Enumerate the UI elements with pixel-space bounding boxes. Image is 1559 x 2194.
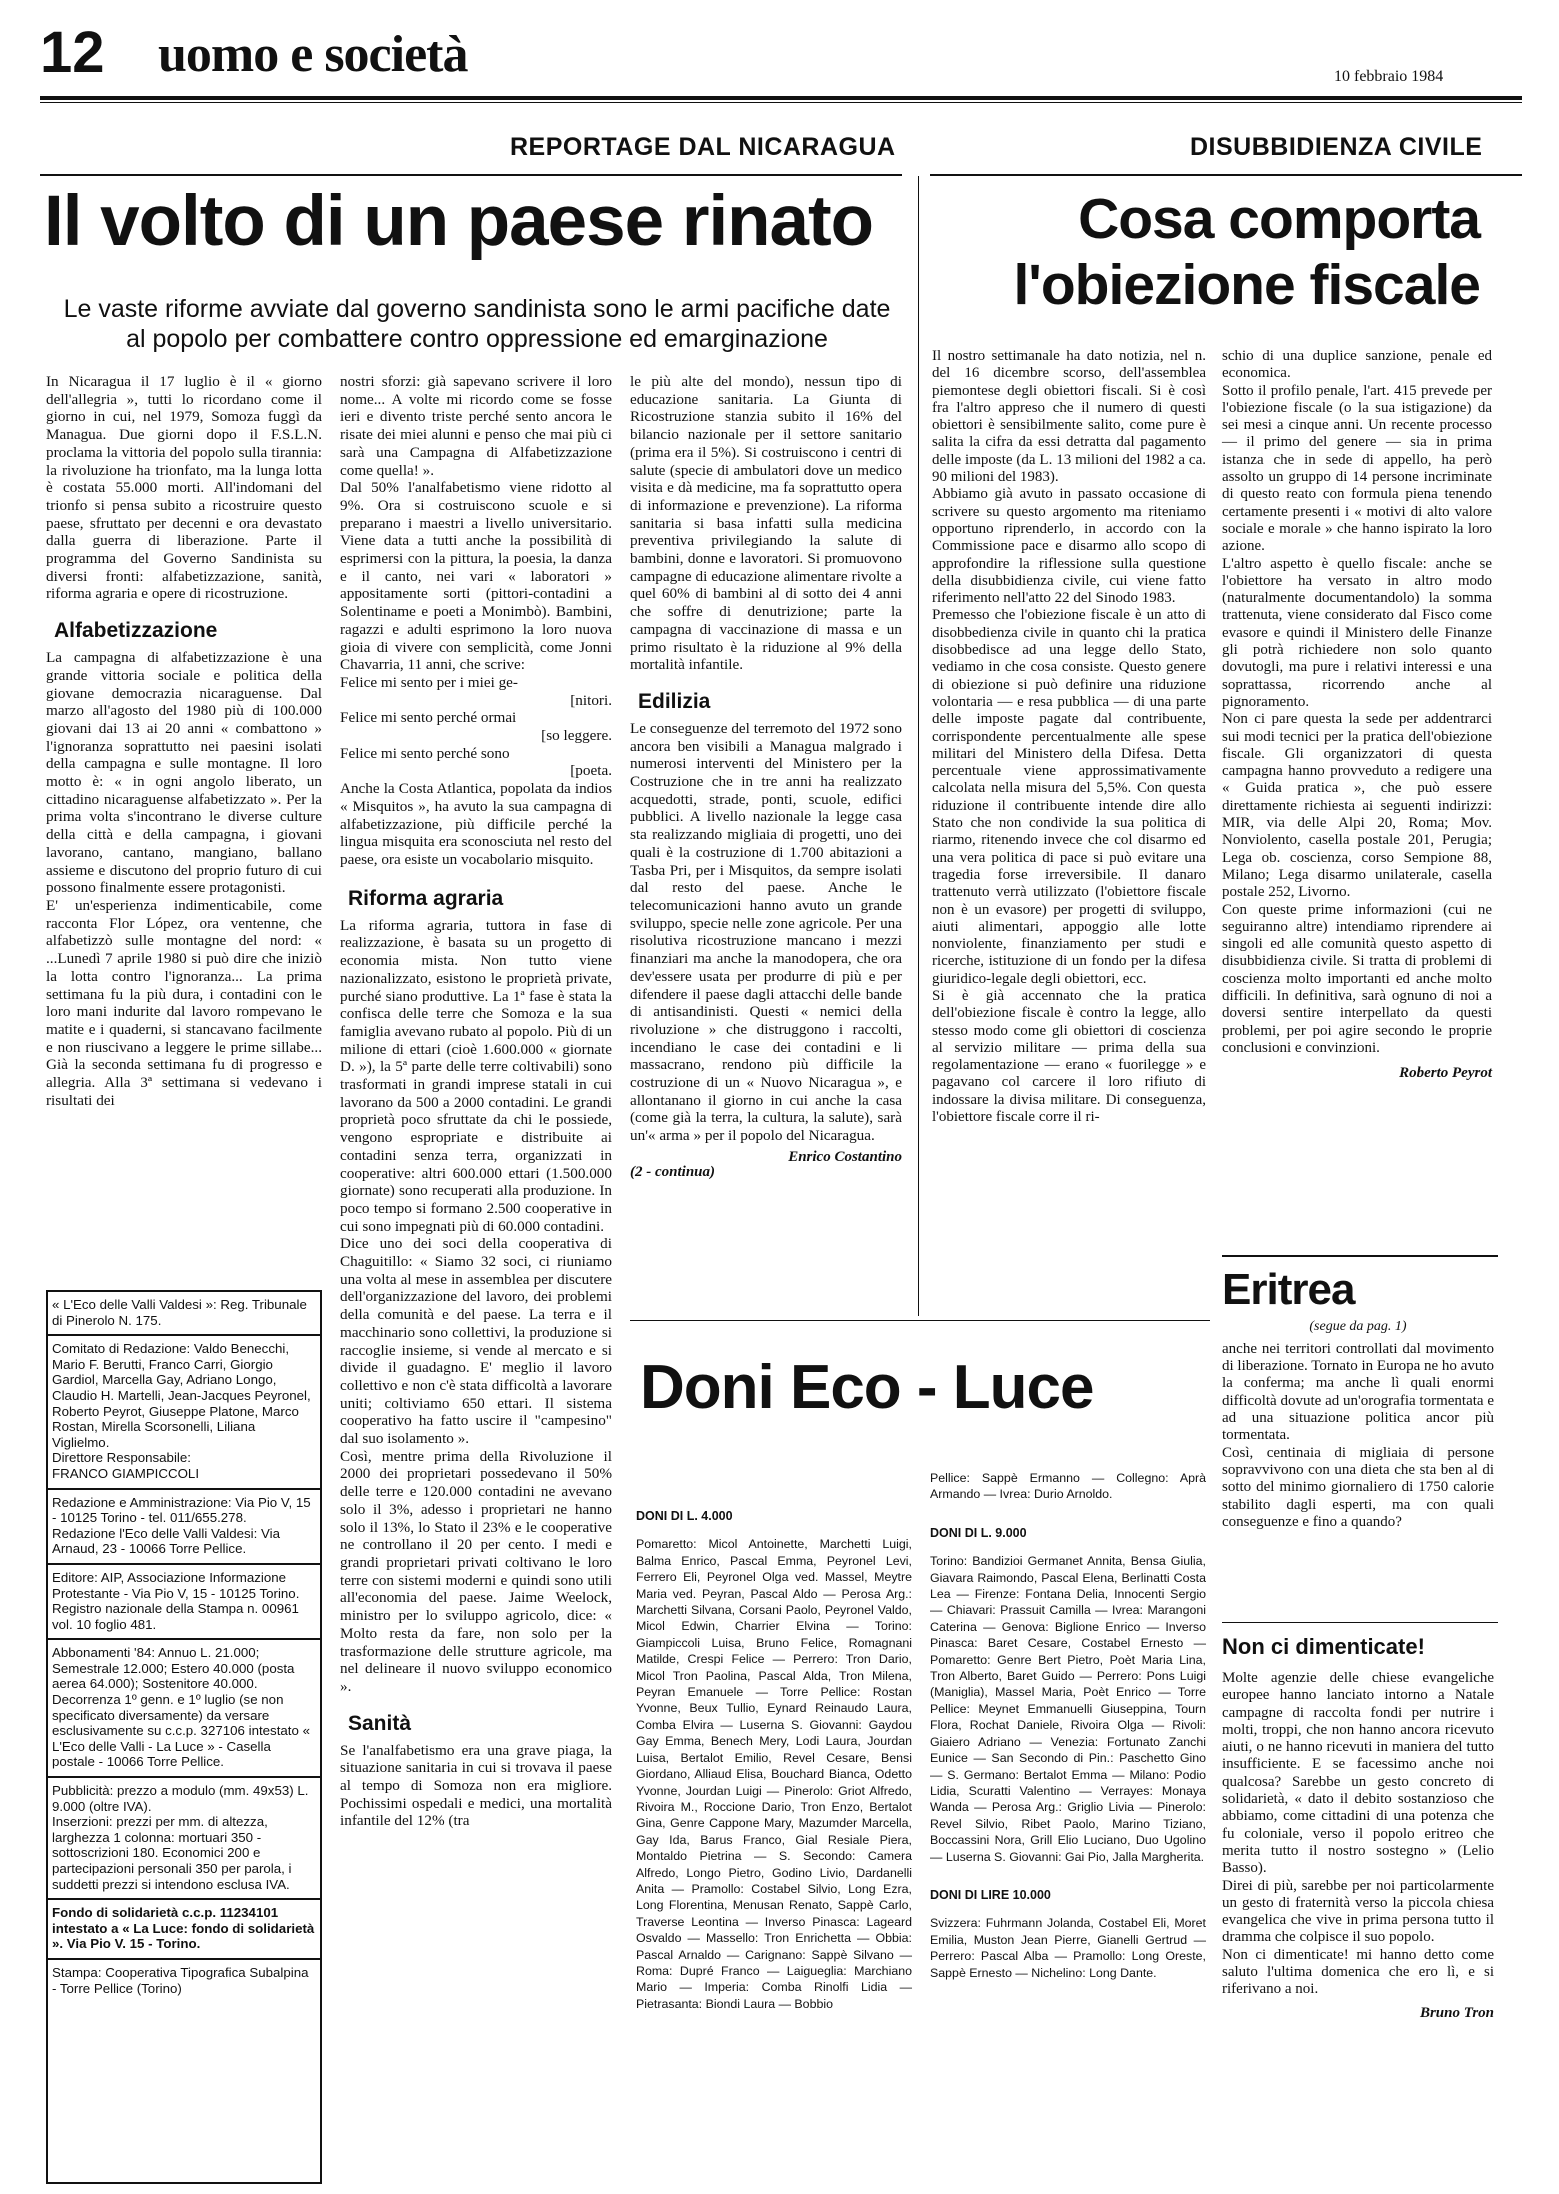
header-rule-thin: [40, 102, 1522, 103]
doni-list: Torino: Bandizioi Germanet Annita, Bensa Giulia, Giavara Raimondo, Pascal Elena, Berlinatti Costa Lea — Firenze: Fontana Delia, Innocenti Sergio — Chiavari: Prassuit Camilla — Ivrea: Marangoni Caterina — Genova: Biglione Enrico — Inverso Pinasca: Baret Cesare, Costabel Ernesto — Pomaretto: Genre Bert Pietro, Poèt Maria Lina, Tron Alberto, Baret Guido — Perrero: Pons Luigi (Maniglia), Massel Maria, Poèt Enrico — Torre Pellice: Meynet Emmanuelli Giuseppina, Tourn Flora, Rochat Daniele, Rivoira Olga — Rivoli: Giaiero Adriano — Venezia: Fortunato Zanchi Eunice — San Secondo di Pin.: Paschetto Gino — S. Germano: Bertalot Emma — Milano: Podio Lidia, Scuratti Valentino — Verrayes: Monaya Wanda — Perosa Arg.: Griglio Livia — Pinerolo: Revel Silvio, Ribet Paolo, Marino Tiziano, Boccassini Nora, Grill Elio Luciano, Duo Ugolino — Luserna S. Giovanni: Gai Pio, Jalla Margherita.: [930, 1554, 1206, 1864]
poem: [340, 674, 612, 780]
colophon-registration: « L'Eco delle Valli Valdesi »: Reg. Tribunale di Pinerolo N. 175.: [48, 1292, 320, 1336]
doni-heading-9000: DONI DI L. 9.000: [930, 1525, 1027, 1540]
article-title: Il volto di un paese rinato: [44, 182, 874, 261]
author-signature: Enrico Costantino: [788, 1148, 902, 1165]
poem-line: Felice mi sento perché sono: [340, 744, 510, 762]
poem-line: Felice mi sento per i miei ge-: [340, 673, 518, 691]
continua-note: (2 - continua): [630, 1163, 716, 1180]
article-column-1: [46, 373, 322, 1109]
kicker-rule: [40, 174, 902, 176]
dimenticate-section: [1222, 1634, 1494, 2022]
article-deck: Le vaste riforme avviate dal governo sandinista sono le armi pacifiche date al popolo per combattere contro oppressione ed emarginazione: [63, 295, 891, 353]
paragraph: schio di una duplice sanzione, penale ed economica. Sotto il profilo penale, l'art. 415 prevede per l'obiezione fiscale (o la sua istigazione) da sei mesi a cinque anni. Un recente processo — il primo del genere — sia in prima istanza che in sede di appello, ha però assolto un gruppo di 14 persone incriminate di questo reato con formula piena tenendo certamente presenti i « motivi di alto valore sociale e morale » che hanno ispirato la loro azione. L'altro aspetto è quello fiscale: anche se l'obiettore ha versato in altro modo (naturalmente documentandolo) la somma trattenuta, viene considerato dal Fisco come evasore e quindi il Ministero delle Finanze gli potrà richiedere non solo quanto dovutogli, ma pure i relativi interessi e una soprattassa, ricorrendo anche al pignoramento. Non ci pare questa la sede per addentrarci sui modi tecnici per la pratica dell'obiezione fiscale. Gli organizzatori di questa campagna hanno provveduto a redigere una « Guida pratica », che può essere direttamente richiesta ai seguenti indirizzi: MIR, via delle Alpi 20, Roma; Mov. Nonviolento, casella postale 201, Perugia; Lega ob. coscienza, corso Sempione 88, Milano; Lega disarmo unilaterale, casella postale 252, Livorno. Con queste prime informazioni (cui ne seguiranno altre) intendiamo riprendere ai singoli ed alle comunità questo aspetto di disubbidienza civile. Si tratta di problemi di coscienza molto importanti ed anche molto difficili. In definitiva, sarà ognuno di noi a doversi sentire interpellato da questi problemi, per poi agire secondo le proprie conclusioni e convinzioni.: [1222, 348, 1492, 1056]
poem-line: [poeta.: [570, 762, 612, 780]
paragraph: Se l'analfabetismo era una grave piaga, la situazione sanitaria in cui si trovava il paese al tempo di Somoza non era migliore. Pochissimi ospedali e medici, una mortalità infantile del 12% (tra: [340, 1741, 612, 1830]
right-kicker: DISUBBIDIENZA CIVILE: [1190, 133, 1483, 161]
author-signature: Roberto Peyrot: [1399, 1065, 1492, 1082]
subheading-sanita: Sanità: [348, 1711, 412, 1735]
subheading-alfabetizzazione: Alfabetizzazione: [54, 619, 218, 643]
article-column-2: [340, 373, 612, 1830]
colophon-box: [46, 1290, 322, 2184]
paragraph: In Nicaragua il 17 luglio è il « giorno dell'allegria », tutti lo ricordano come il giorno in cui, nel 1979, Somoza fuggì da Managua. Due giorni dopo il F.S.L.N. proclama la vittoria del popolo sulla tirannia: la rivoluzione ha trionfato, ma la lunga lotta è costata 55.000 morti. All'indomani del trionfo si pensa subito a ricostruire questo paese, sfruttato per decenni e ora devastato dalla guerra di liberazione. Parte il programma del Governo Sandinista su diversi fronti: alfabetizzazione, sanità, riforma agraria e opere di ricostruzione.: [46, 373, 322, 603]
author-signature: Bruno Tron: [1419, 2004, 1494, 2021]
subheading-edilizia: Edilizia: [638, 689, 711, 713]
doni-list: Pellice: Sappè Ermanno — Collegno: Aprà Armando — Ivrea: Durio Arnoldo.: [930, 1471, 1206, 1502]
article-kicker: REPORTAGE DAL NICARAGUA: [510, 133, 896, 161]
eritrea-title: Eritrea: [1222, 1265, 1355, 1314]
doni-column-1: [636, 1508, 912, 2012]
colophon-printer: Stampa: Cooperativa Tipografica Subalpina - Torre Pellice (Torino): [52, 1964, 309, 1996]
doni-top-rule: [630, 1320, 1210, 1321]
paragraph: anche nei territori controllati dal movimento di liberazione. Tornato in Europa ne ho avuto la conferma; ma anche lì quali enormi difficoltà dovute ad un'orografia tormentata e ad una situazione politica ancor più tormentata. Così, centinaia di migliaia di persone sopravvivono con una dieta che sta ben al di sotto del minimo giornaliero di 1750 calorie stabilito dagli esperti, ma con quali conseguenze e fino a quando?: [1222, 1340, 1494, 1530]
poem-line: [so leggere.: [541, 727, 612, 745]
doni-title: Doni Eco - Luce: [640, 1353, 1094, 1422]
doni-list: Pomaretto: Micol Antoinette, Marchetti Luigi, Balma Enrico, Pascal Emma, Peyronel Levi, Ferrero Eli, Peyronel Olga ved. Massel, Meytre Maria ved. Peyran, Pascal Aldo — Perosa Arg.: Marchetti Silvana, Corsani Paolo, Peyronel Valdo, Micol Edwin, Charrier Elvina — Torino: Giampiccoli Luisa, Bruno Felice, Romagnani Matilde, Crespi Felice — Perrero: Tron Dario, Micol Tron Paolina, Pascal Alda, Tron Milena, Peyran Emanuele — Torre Pellice: Rostan Yvonne, Beux Tullio, Eynard Reinaudo Laura, Comba Elvira — Luserna S. Giovanni: Gaydou Gay Emma, Benech Mery, Lodi Laura, Jourdan Luisa, Bertalot Emilio, Revel Cesare, Bensi Giordano, Alliaud Elisa, Bouchard Bianca, Odetto Yvonne, Jourdan Luigi — Pinerolo: Griot Alfredo, Rivoira M., Roccione Dario, Tron Enzo, Bertalot Gina, Genre Cappone Mary, Mazumder Marcella, Gay Ida, Barus Franco, Gial Resiale Piera, Montaldo Pietrina — S. Secondo: Camera Alfredo, Longo Pietro, Godino Livio, Dardanelli Anita — Pramollo: Costabel Silvio, Long Ezra, Long Florentina, Menusan Renato, Sappè Carlo, Traverse Leontina — Inverso Pinasca: Lageard Osvaldo — Massello: Tron Enrichetta — Obbia: Pascal Arnaldo — Carignano: Sappè Silvano — Roma: Dupré Franco — Laigueglia: Marchiano Mario — Imperia: Comba Rinolfi Lidia — Pietrasanta: Biondi Laura — Bobbio: [636, 1537, 912, 2011]
paragraph: nostri sforzi: già sapevano scrivere il loro nome... A volte mi ricordo come se fosse ieri e divento triste perché sento ancora le risate dei miei alunni e penso che mai più ci sarà una Campagna di Alfabetizzazione come quella! ». Dal 50% l'analfabetismo viene ridotto al 9%. Ora si costruiscono scuole e si preparano i maestri a livello universitario. Viene data a tutti anche la possibilità di esprimersi con la pittura, la poesia, la danza e il canto, nei vari « laboratori » appositamente sorti (pittori-contadini a Solentiname e poeti a Monimbò). Bambini, ragazzi e adulti esprimono la loro nuova gioia di vivere con semplicità, come Jonni Chavarria, 11 anni, che scrive:: [340, 373, 612, 674]
colophon-publisher: Editore: AIP, Associazione Informazione Protestante - Via Pio V, 15 - 10125 Torino. Registro nazionale della Stampa n. 00961 vol. 10 foglio 481.: [48, 1565, 320, 1640]
dimenticate-top-rule: [1222, 1622, 1498, 1623]
doni-column-2: [930, 1470, 1206, 1981]
column-separator: [918, 176, 919, 1316]
colophon-office: Redazione e Amministrazione: Via Pio V, 15 - 10125 Torino - tel. 011/655.278. Redazione l'Eco delle Valli Valdesi: Via Arnaud, 23 - 10066 Torre Pellice.: [48, 1490, 320, 1565]
right-title: Cosa comporta l'obiezione fiscale: [1013, 187, 1480, 317]
paragraph: le più alte del mondo), nessun tipo di educazione sanitaria. La Giunta di Ricostruzione stanzia subito il 16% del bilancio nazionale per il settore sanitario (prima era il 5%). Si costruiscono i centri di salute (specie di ambulatori dove un medico visita e dà medicine, ma fa soprattutto opera di informazione e prevenzione). La riforma sanitaria si basa infatti sulla medicina preventiva privilegiando la salute di bambini, donne e lavoratori. Si promuovono campagne di educazione alimentare rivolte a quel 60% di bambini al di sotto dei 4 anni che soffre di denutrizione; parte la campagna di vaccinazione di massa e un primo risultato è la riduzione al 9% della mortalità infantile.: [630, 373, 902, 674]
colophon-solidarity-fund: Fondo di solidarietà c.c.p. 11234101 intestato a « La Luce: fondo di solidarietà ». Via Pio V. 15 - Torino.: [48, 1900, 320, 1960]
right-kicker-rule: [930, 174, 1522, 176]
doni-list: Svizzera: Fuhrmann Jolanda, Costabel Eli, Moret Emilia, Muston Jean Pierre, Gianelli Gertrud — Perrero: Pascal Alba — Pramollo: Long Oreste, Sappè Ernesto — Nichelino: Long Dante.: [930, 1916, 1206, 1980]
right-column-2: [1222, 348, 1492, 1082]
dimenticate-title: Non ci dimenticate!: [1222, 1634, 1425, 1659]
paragraph: Le conseguenze del terremoto del 1972 sono ancora ben visibili a Managua malgrado i numerosi interventi del Ministero per la Costruzione che in tre anni ha realizzato acquedotti, strade, ponti, scuole, edifici pubblici. A livello nazionale la legge casa sta realizzando migliaia di progetti, uno dei quali è la costruzione di 1.700 abitazioni a Tasba Pri, per i Misquitos, da sempre isolati dal resto del paese. Anche le telecomunicazioni hanno avuto un grande sviluppo, specie nelle zone agricole. Per una risolutiva ricostruzione mancano i mezzi finanziari ma anche la manodopera, che ora dev'essere usata per produrre di più e per difendere il paese dagli attacchi delle bande di antisandinisti. Questi « nemici della rivoluzione » che distruggono i raccolti, incendiano le case dei contadini e li massacrano, rendono più difficile la costruzione di un « Nuovo Nicaragua », e allontanano il giorno in cui anche la casa (come già la terra, la cultura, la salute), sarà un'« arma » per il popolo del Nicaragua.: [630, 719, 902, 1145]
page-number: 12: [40, 20, 105, 85]
colophon-editorial-board: Comitato di Redazione: Valdo Benecchi, Mario F. Berutti, Franco Carri, Giorgio Gardiol, Marcella Gay, Adriano Longo, Claudio H. Martelli, Jean-Jacques Peyronel, Roberto Peyrot, Giuseppe Platone, Marco Rostan, Mirella Scorsonelli, Liliana Viglielmo. Direttore Responsabile: FRANCO GIAMPICCOLI: [48, 1336, 320, 1489]
right-column-1: [932, 348, 1206, 1126]
issue-date: 10 febbraio 1984: [1334, 68, 1444, 85]
eritrea-section: [1222, 1265, 1494, 1531]
section-title: uomo e società: [158, 26, 468, 83]
doni-heading-10000: DONI DI LIRE 10.000: [930, 1887, 1051, 1902]
poem-line: [nitori.: [570, 691, 612, 709]
paragraph: Anche la Costa Atlantica, popolata da indios « Misquitos », ha avuto la sua campagna di alfabetizzazione, più difficile perché la lingua misquita era sconosciuta nel resto del paese, ora esiste un vocabolario misquito.: [340, 780, 612, 868]
paragraph: Molte agenzie delle chiese evangeliche europee hanno lanciato intorno a Natale campagne di raccolta fondi per nutrire i molti, troppi, che non hanno ancora ricevuto aiuti, o ne hanno ricevuti in maniera del tutto insufficiente. E se facessimo anche noi qualcosa? Sarebbe un gesto concreto di solidarietà, « dato il debito sostanzioso che abbiamo, come cittadini di una potenza che fu coloniale, verso il popolo eritreo che merita tutto il nostro sostegno » (Lelio Basso). Direi di più, sarebbe per noi particolarmente un gesto di fraternità verso la piccola chiesa evangelica che vive in prima persona tutto il dramma che colpisce il suo popolo. Non ci dimenticate! mi hanno detto come saluto l'ultima domenica che ero lì, e si riferivano a noi.: [1222, 1670, 1494, 1998]
subheading-riforma-agraria: Riforma agraria: [348, 886, 504, 910]
paragraph: La campagna di alfabetizzazione è una grande vittoria sociale e politica della giovane democrazia nicaraguense. Dal marzo all'agosto del 1980 più di 100.000 giovani dai 13 ai 20 anni « combattono » l'ignoranza soprattutto nei paesini isolati della campagna e sulle montagne. Il loro motto è: « in ogni angolo liberato, un cittadino nicaraguense alfabetizzato ». Per la prima volta s'incontrano le diverse culture della città e della campagna, i giovani lavorano, cantano, mangiano, ballano assieme e discutono del proprio futuro di cui possono finalmente essere protagonisti. E' un'esperienza indimenticabile, come racconta Flor López, ora ventenne, che alfabetizzò sulle montagne del nord: « ...Lunedì 7 aprile 1980 si può dire che iniziò la lotta contro l'ignoranza... La prima settimana fu la più dura, i contadini con le loro mani indurite dal lavoro rompevano le matite e i quaderni, si stancavano facilmente e non riuscivano a leggere le prime sillabe... Già la seconda settimana fu di progresso e allegria. Alla 3ª settimana si vedevano i risultati dei: [46, 649, 322, 1109]
doni-heading-4000: DONI DI L. 4.000: [636, 1509, 733, 1523]
poem-line: Felice mi sento perché ormai: [340, 709, 517, 727]
eritrea-continued: (segue da pag. 1): [1309, 1318, 1407, 1334]
article-column-3: [630, 373, 902, 1181]
paragraph: La riforma agraria, tuttora in fase di realizzazione, è basata su un progetto di economia mista. Non tutto viene nazionalizzato, esistono le proprietà private, purché siano produttive. La 1ª fase è stata la confisca delle terre che Somoza e la sua famiglia avevano rubato al popolo. Più di un milione di ettari (cioè 1.600.000 « giornate D. »), la 5ª parte delle terre coltivabili) sono trasformati in grandi imprese statali in cui lavorano da 500 a 2000 contadini. Le grandi proprietà poco sfruttate da chi le possiede, vengono espropriate e distribuite ai contadini senza terra, organizzati in cooperative: altri 600.000 ettari (1.500.000 giornate) sono recuperati alla produzione. In poco tempo si formano 2.500 cooperative in cui sono impegnati più di 60.000 contadini. Dice uno dei soci della cooperativa di Chaguitillo: « Siamo 32 soci, ci riuniamo una volta al mese in assemblea per discutere dell'organizzazione del lavoro, dei problemi della comunità e del paese. La terra e il macchinario sono collettivi, la produzione si raccoglie insieme, si vende al mercato e si divide il guadagno. E' meglio il lavoro collettivo e non c'è stata difficoltà a lavorare uniti; coltiviamo 650 ettari. Il sistema cooperativo ha fatto uscire il "campesino" dal suo isolamento ». Così, mentre prima della Rivoluzione il 2000 dei proprietari possedevano il 50% delle terre e 120.000 contadini ne avevano solo il 3%, adesso i proprietari ne hanno solo il 13%, lo Stato il 23% e le cooperative ne controllano il 20 per cento. I medi e grandi proprietari privati coltivano le loro terre con sistemi moderni e quindi sono utili all'economia del paese. Jaime Weelock, ministro per lo sviluppo agricolo, dice: « Molto resta da fare, non solo per la trasformazione delle strutture agricole, ma nel delineare il nuovo sviluppo economico ».: [340, 916, 612, 1695]
colophon-advertising: Pubblicità: prezzo a modulo (mm. 49x53) L. 9.000 (oltre IVA). Inserzioni: prezzi per mm. di altezza, larghezza 1 colonna: mortuari 350 - sottoscrizioni 180. Economici 200 e partecipazioni personali 350 per parola, i suddetti prezzi si intendono esclusa IVA.: [48, 1778, 320, 1900]
colophon-subscriptions: Abbonamenti '84: Annuo L. 21.000; Semestrale 12.000; Estero 40.000 (posta aerea 64.000); Sostenitore 40.000. Decorrenza 1º genn. e 1º luglio (se non specificato diversamente) da versare esclusivamente su c.c.p. 327106 intestato « L'Eco delle Valli - La Luce » - Casella postale - 10066 Torre Pellice.: [48, 1640, 320, 1778]
header-rule: [40, 96, 1522, 100]
eritrea-top-rule: [1222, 1255, 1498, 1257]
paragraph: Il nostro settimanale ha dato notizia, nel n. del 16 dicembre scorso, dell'assemblea piemontese degli obiettori fiscali. Si è così fra l'altro appreso che il numero di questi obiettori è sensibilmente salito, come pure è salita la cifra da essi detratta dal pagamento delle imposte (da L. 13 milioni del 1982 a ca. 90 milioni del 1983). Abbiamo già avuto in passato occasione di scrivere su questo argomento ma riteniamo opportuno riprenderlo, in accordo con la Commissione pace e disarmo allo scopo di approfondire la riflessione sulla questione della disubbidienza civile, cui viene fatto riferimento nell'atto 22 del Sinodo 1983. Premesso che l'obiezione fiscale è un atto di disobbedienza civile in quanto chi la pratica disobbedisce ad una legge dello Stato, vediamo in che cosa consiste. Questo genere di obiezione si può definire una riduzione volontaria — e resa pubblica — di una parte delle imposte pagate dal contribuente, corrispondente percentualmente alle spese militari del Ministero della Difesa. Detta percentuale viene approssimativamente calcolata nella misura del 5,5%. Con questa riduzione il contribuente intende dire allo Stato che non condivide la sua politica di riarmo, ritenendo invece che col disarmo ed una vera politica di pace si può evitare una tragedia forse irreversibile. Il danaro trattenuto verrà utilizzato (l'obiettore fiscale non è un evasore) per progetti di sviluppo, aiuti alimentari, appoggio alle lotte nonviolente, finanziamento per studi e ricerche, istituzione di un fondo per la difesa giuridico-legale degli obiettori, ecc. Si è già accennato che la pratica dell'obiezione fiscale è contro la legge, allo stesso modo come gli obiettori di coscienza al servizio militare — prima della sua regolamentazione — erano « fuorilegge » e pagavano col carcere il loro rifiuto di indossare la divisa militare. Di conseguenza, l'obiettore fiscale corre il ri-: [932, 348, 1206, 1126]
